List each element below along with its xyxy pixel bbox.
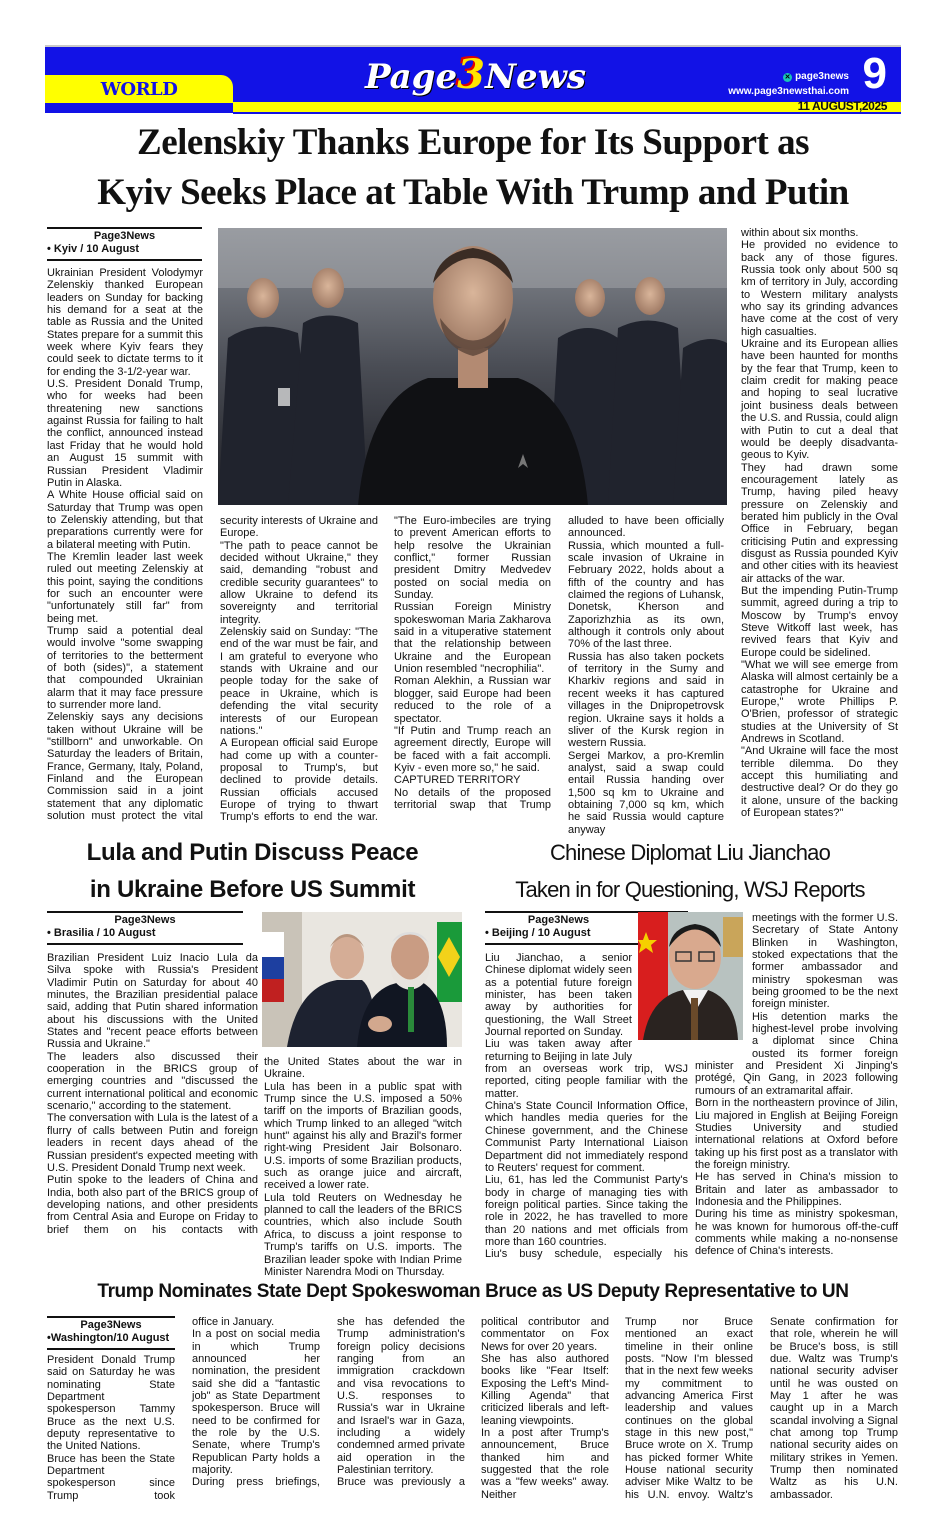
liu-jianchao-photo: [638, 912, 743, 1040]
paragraph: They had drawn some encouragement lately as Trump, having piled heavy pressure on Zelenskiy and berated him publicly in the Oval Office in February, began criticising Putin and expressing disgust as Russia pounded Kyiv and other cities with its heaviest air attacks of the war.: [741, 461, 898, 585]
paragraph: U.S. President Donald Trump, who for weeks had been threatening new sanctions against Russia for failing to halt the conflict, announced instead last Friday that he would hold an August 15 summit with Russian President Vladimir Putin in Alaska.: [47, 378, 203, 489]
paragraph: "The Euro-imbeciles are trying to prevent American efforts to help resolve the Ukrainian conflict," former Russian president Dmitry Medvedev posted on social media on Sunday.: [394, 515, 551, 602]
paragraph: Russian Foreign Ministry spokeswoman Maria Zakharova said in a vituperative statement that the relationship between Ukraine and the European Union resembled "necrophilia".: [394, 601, 551, 676]
page-number: 9: [862, 49, 887, 98]
article2-byline: [47, 911, 243, 945]
paragraph: Sergei Markov, a pro-Kremlin analyst, said a swap could entail Russia handing over 1,500 sq km to Ukraine and obtaining 7,000 sq km, which he said Russia would capture anyway: [568, 749, 724, 836]
paragraph: Trump nor Bruce mentioned an exact timeline in their online posts. "Now I'm blessed that in the next few weeks my commitment to advancing America First leadership and values continues on the global stage in this new post," Bruce wrote on X. Trump has picked former White House national security adviser Mike Waltz to be his U.N. envoy. Waltz's: [625, 1316, 753, 1501]
article2-column-1: [47, 952, 258, 1236]
paragraph: Liu Jianchao, a senior Chinese diplomat widely seen as a potential future foreign minister, has been taken away by authorities for questioning, the Wall Street Journal reported on Sunday.: [485, 952, 632, 1039]
zelenskiy-photo: [218, 228, 727, 505]
headline-line: Chinese Diplomat Liu Jianchao: [549, 840, 831, 865]
headline-line: Lula and Putin Discuss Peace: [86, 839, 419, 866]
logo-three: 3: [457, 51, 485, 98]
column-text: [47, 1354, 175, 1502]
paragraph: Liu was taken away after returning to Beijing in late July from an overseas work trip, WSJ reported, citing people familiar with the matter.: [485, 1038, 688, 1100]
byline-source: Page3News: [93, 230, 156, 242]
paragraph: "The path to peace cannot be decided without Ukraine," they said, demanding "robust and credible security guarantees" to allow Ukraine to defend its sovereignty and territorial integrity.: [220, 539, 378, 626]
byline-dateline: • Brasilia / 10 August: [47, 927, 156, 939]
paragraph: Zelenskiy says any decisions taken without Ukraine will be "stillborn" and unworkable. On Saturday the leaders of Britain, France, Germany, Italy, Poland, Finland and the European Commission said in a joint statement that any diplomatic solution must protect the vital: [47, 711, 203, 823]
paragraph: Bruce has been the State Department spokesperson since Trump took: [47, 1452, 175, 1502]
byline-dateline: • Kyiv / 10 August: [47, 243, 140, 255]
paragraph: the United States about the war in Ukraine.: [264, 1056, 462, 1081]
paragraph: The leaders also discussed their cooperation in the BRICS group of emerging countries and "discussed the current international political and economic scenario," according to the statement.: [47, 1050, 258, 1113]
article1-column-3: [394, 515, 551, 811]
paragraph: Zelenskiy said on Sunday: "The end of the war must be fair, and I am grateful to everyone who stands with Ukraine and our people today for the sake of peace in Ukraine, which is defending the vital security interests of our European nations.": [220, 626, 378, 737]
paragraph: But the impending Putin-Trump summit, agreed during a trip to Moscow by Trump's envoy Steve Witkoff last week, has revived fears that Kyiv and Europe could be sidelined.: [741, 584, 898, 659]
article1-column-2: [220, 515, 378, 824]
paragraph: Bruce was previously a: [337, 1476, 465, 1489]
article1-byline: [47, 227, 202, 261]
paragraph: Trump said a potential deal would involve "some swapping of territories to the betterment of both (sides)", a statement that compounded Ukrainian alarm that it may face pressure to surrender more land.: [47, 624, 203, 712]
issue-date: 11 AUGUST,2025: [797, 99, 887, 113]
paragraph: "And Ukraine will face the most terrible dilemma. Do they accept this humiliating and destructive deal? Or do they go it alone, unsure of the backing of European states?": [741, 745, 898, 820]
logo: [365, 51, 585, 98]
logo-text: Page: [365, 57, 458, 97]
paragraph: Putin spoke to the leaders of China and India, both also part of the BRICS group of developing nations, and other presidents from Central Asia and Europe on Friday to brief them on his contacts with: [47, 1174, 258, 1236]
paragraph: within about six months.: [741, 227, 859, 239]
headline-line: Zelenskiy Thanks Europe for Its Support as: [137, 122, 809, 163]
byline-source: Page3News: [527, 914, 590, 926]
article4-column-1: [47, 1316, 175, 1502]
paragraph: Russia has also taken pockets of territory in the Sumy and Kharkiv regions and said in recent weeks it has captured villages in the Dnipropetrovsk region. Ukraine says it holds a sliver of the Kursk region in western Russia.: [568, 650, 724, 750]
byline-dateline: • Beijing / 10 August: [485, 927, 591, 939]
paragraph: Ukraine and its European allies have been haunted for months by the fear that Trump, keen to claim credit for making peace and hoping to seal lucrative joint business deals between the U.S. and Russia, could align with Putin to cut a deal that would be deeply disadvanta-geous to Kyiv.: [741, 338, 898, 462]
byline-source: Page3News: [80, 1319, 142, 1331]
article2-column-2: [264, 1056, 462, 1278]
headline-line: Kyiv Seeks Place at Table With Trump and Putin: [97, 172, 849, 213]
article4-column-4: [481, 1316, 609, 1501]
paragraph: Russia, which mounted a full-scale invasion of Ukraine in February 2022, holds about a fifth of the country and has claimed the regions of Luhansk, Donetsk, Kherson and Zaporizhzhia as its own, although it controls only about 70% of the last three.: [568, 539, 724, 651]
website-link[interactable]: www.page3newsthai.com: [728, 86, 849, 97]
article1-column-1: [47, 267, 203, 822]
section-label: WORLD: [100, 78, 178, 100]
paragraph: During his time as ministry spokesman, he was known for humorous off-the-cuff comments while making a no-nonsense defence of China's interests.: [695, 1208, 898, 1258]
article2-headline: [45, 834, 460, 908]
paragraph: Born in the northeastern province of Jilin, Liu majored in English at Beijing Foreign Studies University and studied international relations at Oxford before taking up his first post as a translator with the foreign ministry.: [695, 1097, 898, 1171]
paragraph: Senate confirmation for that role, wherein he will be Bruce's boss, is still due. Waltz was Trump's national security adviser until he was ousted on May 1 after he was caught up in a March scandal involving a Signal chat among top Trump national security aides on military strikes in Yemen. Trump then nominated Waltz as his U.N. ambassador.: [770, 1316, 898, 1501]
paragraph: "If Putin and Trump reach an agreement directly, Europe will be faced with a fait accompli. Kyiv - even more so," he said.: [394, 724, 551, 774]
article4-column-5: [625, 1316, 753, 1501]
paragraph: In a post on social media in which Trump announced her nomination, the president said she did a "fantastic job" as State Department spokesperson. Bruce will need to be confirmed for the role by the U.S. Senate, where Trump's Republican Party holds a majority.: [192, 1328, 320, 1477]
paragraph: Lula has been in a public spat with Trump since the U.S. imposed a 50% tariff on the imports of Brazilian goods, which Trump linked to an alleged "witch hunt" against his ally and Brazil's former right-wing President Jair Bolsonaro. U.S. imports of some Brazilian products, such as orange juice and aircraft, received a lower rate.: [264, 1080, 462, 1192]
paragraph: political contributor and commentator on Fox News for over 20 years.: [481, 1316, 609, 1353]
article3-headline: [480, 834, 900, 908]
paragraph: He has served in China's mission to Britain and later as ambassador to Indonesia and the Philippines.: [695, 1171, 898, 1208]
paragraph: she has defended the Trump administration's foreign policy decisions ranging from an immigration crackdown and visa revocations to U.S. responses to Russia's war in Ukraine and Israel's war in Gaza, including a widely condemned armed private aid operation in the Palestinian territory.: [337, 1316, 465, 1477]
paragraph: His detention marks the highest-level probe involving a diplomat since China ousted its former foreign minister and President Xi Jinping's protégé, Qin Gang, in 2023 following rumours of an extramarital affair.: [695, 1010, 898, 1097]
paragraph: He provided no evidence to back any of those figures. Russia took only about 500 sq km of territory in July, according to Western military analysts who say its grinding advances have come at the cost of very high casualties.: [741, 239, 898, 338]
paragraph: A European official said Europe had come up with a counter-proposal to Trump's, but declined to provide details. Russian officials accused Europe of trying to thwart Trump's efforts to end the war.: [220, 737, 378, 824]
paragraph: office in January.: [192, 1316, 275, 1328]
paragraph: Lula told Reuters on Wednesday he planned to call the leaders of the BRICS countries, which also include South Africa, to discuss a joint response to Trump's tariffs on U.S. imports. The Brazilian leader spoke with Indian Prime Minister Narendra Modi on Thursday.: [264, 1191, 462, 1278]
lula-putin-photo: [262, 912, 462, 1047]
paragraph: Liu's busy schedule, especially his: [485, 1248, 688, 1261]
article4-column-2: [192, 1316, 320, 1489]
article4-headline: [45, 1275, 901, 1309]
paragraph: Liu, 61, has led the Communist Party's body in charge of managing ties with foreign political parties. Since taking the role in 2022, he has travelled to more than 20 nations and met officials from more than 160 countries.: [485, 1174, 688, 1248]
social-handle[interactable]: page3news: [795, 71, 849, 82]
paragraph: Brazilian President Luiz Inacio Lula da Silva spoke with Russia's President Vladimir Putin on Saturday for about 40 minutes, the Brazilian presidential palace said, adding that Putin shared information about his discussions with the United States and "recent peace efforts between Russia and Ukraine.": [47, 952, 258, 1051]
article4-column-3: [337, 1316, 465, 1489]
masthead: [45, 45, 901, 113]
paragraph: The Kremlin leader last week ruled out meeting Zelenskiy at this point, saying the conditions for such an encounter were "unfortunately still far" from being met.: [47, 550, 203, 625]
date-strip: [233, 99, 901, 114]
paragraph: No details of the proposed territorial swap that Trump: [394, 786, 551, 811]
paragraph: security interests of Ukraine and Europe.: [220, 515, 378, 540]
paragraph: A White House official said on Saturday that Trump was open to Zelenskiy attending, but that preparations currently were for a bilateral meeting with Putin.: [47, 489, 203, 551]
article1-column-4: [568, 515, 724, 836]
paragraph: meetings with the former U.S. Secretary of State Antony Blinken in Washington, stoked expectations that the former ambassador and ministry spokesman was being groomed to be the next foreign minister.: [752, 912, 898, 1011]
paragraph: Ukrainian President Volodymyr Zelenskiy thanked European leaders on Sunday for backing his demand for a seat at the table as Russia and the United States prepare for a summit this week where Kyiv fears they could seek to dictate terms to it for ending the 3-1/2-year war.: [47, 267, 203, 378]
contact-info: [728, 69, 849, 99]
section-tab[interactable]: [45, 75, 233, 103]
headline-line: Taken in for Questioning, WSJ Reports: [515, 877, 865, 902]
paragraph: The conversation with Lula is the latest of a flurry of calls between Putin and foreign leaders in recent days ahead of the Russian president's expected meeting with U.S. President Donald Trump next week.: [47, 1112, 258, 1174]
headline-line: Trump Nominates State Dept Spokeswoman Bruce as US Deputy Representative to UN: [97, 1281, 849, 1302]
paragraph: President Donald Trump said on Saturday he was nominating State Department spokesperson Tammy Bruce as the next U.S. deputy representative to the United Nations.: [47, 1354, 175, 1453]
byline-source: Page3News: [114, 914, 176, 926]
logo-text: News: [484, 57, 587, 97]
paragraph: alluded to have been officially announced.: [568, 515, 724, 540]
article4-column-6: [770, 1316, 898, 1501]
x-logo-icon: ✕: [784, 74, 791, 81]
paragraph: During press briefings,: [192, 1476, 320, 1489]
paragraph: She has also authored books like "Fear Itself: Exposing the Left's Mind-Killing Agenda" that criticized liberals and left-leaning viewpoints.: [481, 1353, 609, 1427]
paragraph: China's State Council Information Office, which handles media queries for the Chinese government, and the Chinese Communist Party International Liaison Department did not immediately respond to Reuters' request for comment.: [485, 1100, 688, 1174]
headline-line: in Ukraine Before US Summit: [89, 876, 416, 903]
paragraph: CAPTURED TERRITORY: [394, 774, 521, 787]
article1-headline: [45, 118, 901, 218]
byline-dateline: •Washington/10 August: [47, 1332, 170, 1344]
paragraph: "What we will see emerge from Alaska will almost certainly be a catastrophe for Ukraine and Europe," wrote Phillips P. O'Brien, professor of strategic studies at the University of St Andrews in Scotland.: [741, 659, 898, 746]
article1-column-5: [741, 227, 898, 820]
paragraph: Roman Alekhin, a Russian war blogger, said Europe had been reduced to the role of a spectator.: [394, 675, 551, 725]
paragraph: In a post after Trump's announcement, Bruce thanked him and suggested that the role was a "few weeks" away. Neither: [481, 1427, 609, 1501]
